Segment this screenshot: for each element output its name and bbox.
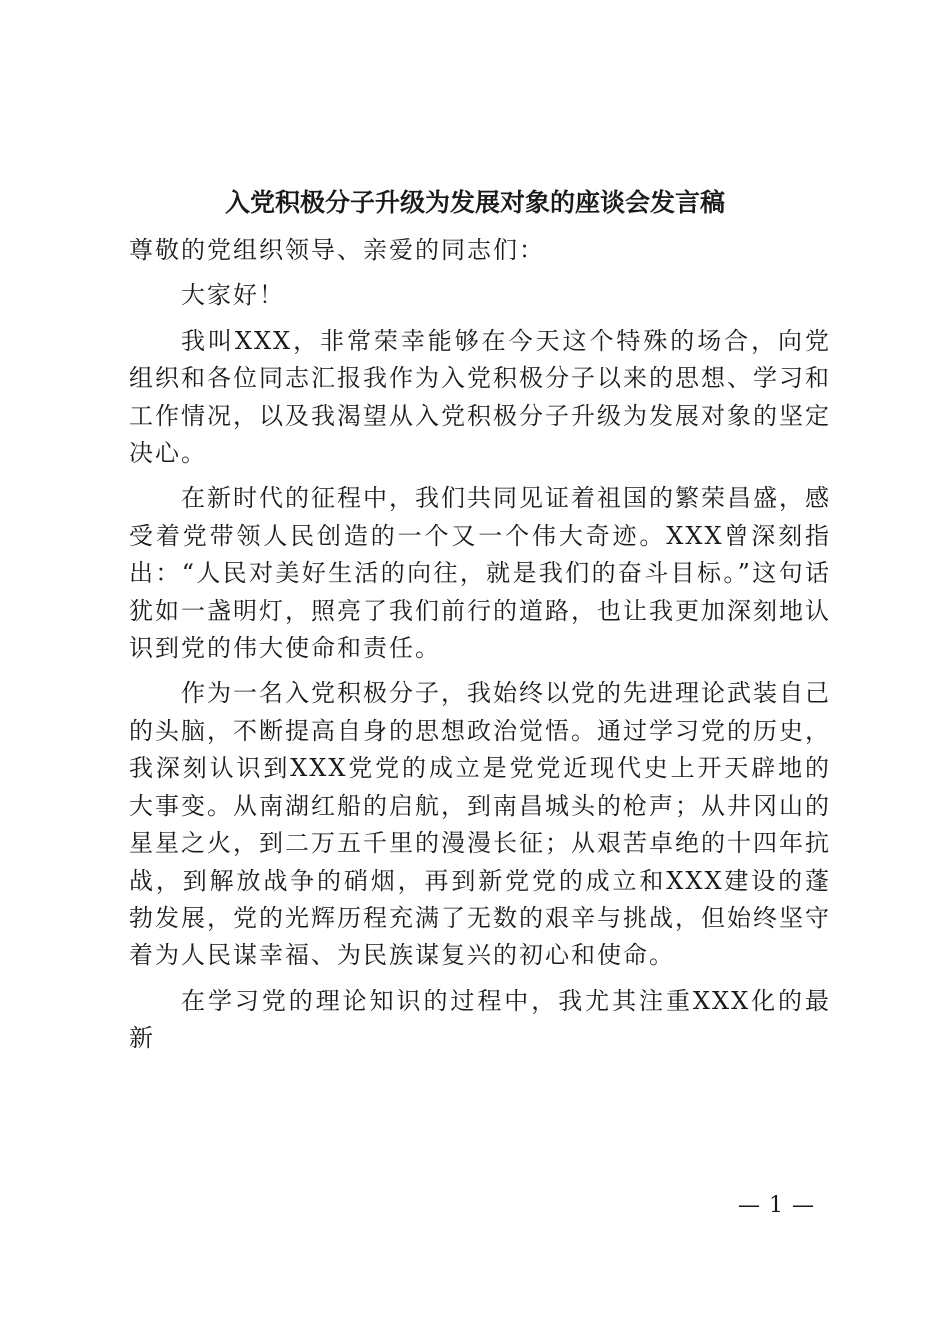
paragraph-introduction: 我叫XXX，非常荣幸能够在今天这个特殊的场合，向党组织和各位同志汇报我作为入党积极分子以来的思想、学习和工作情况，以及我渴望从入党积极分子升级为发展对象的坚定决心。 xyxy=(129,326,831,468)
paragraph-theory-study: 在学习党的理论知识的过程中，我尤其注重XXX化的最新 xyxy=(129,986,831,1053)
document-title: 入党积极分子升级为发展对象的座谈会发言稿 xyxy=(224,188,725,217)
paragraph-greeting: 大家好！ xyxy=(181,281,285,310)
salutation: 尊敬的党组织领导、亲爱的同志们： xyxy=(129,236,545,264)
page-number: — 1 — xyxy=(738,1193,815,1218)
document-body xyxy=(129,232,831,1066)
paragraph-new-era: 在新时代的征程中，我们共同见证着祖国的繁荣昌盛，感受着党带领人民创造的一个又一个伟大奇迹。XXX曾深刻指出：“人民对美好生活的向往，就是我们的奋斗目标。”这句话犹如一盏明灯，照亮了我们前行的道路，也让我更加深刻地认识到党的伟大使命和责任。 xyxy=(129,484,831,663)
paragraph-party-history: 作为一名入党积极分子，我始终以党的先进理论武装自己的头脑，不断提高自身的思想政治觉悟。通过学习党的历史，我深刻认识到XXX党党的成立是党党近现代史上开天辟地的大事变。从南湖红船的启航，到南昌城头的枪声；从井冈山的星星之火，到二万五千里的漫漫长征；从艰苦卓绝的十四年抗战，到解放战争的硝烟，再到新党党的成立和XXX建设的蓬勃发展，党的光辉历程充满了无数的艰辛与挑战，但始终坚守着为人民谋幸福、为民族谋复兴的初心和使命。 xyxy=(129,679,831,970)
